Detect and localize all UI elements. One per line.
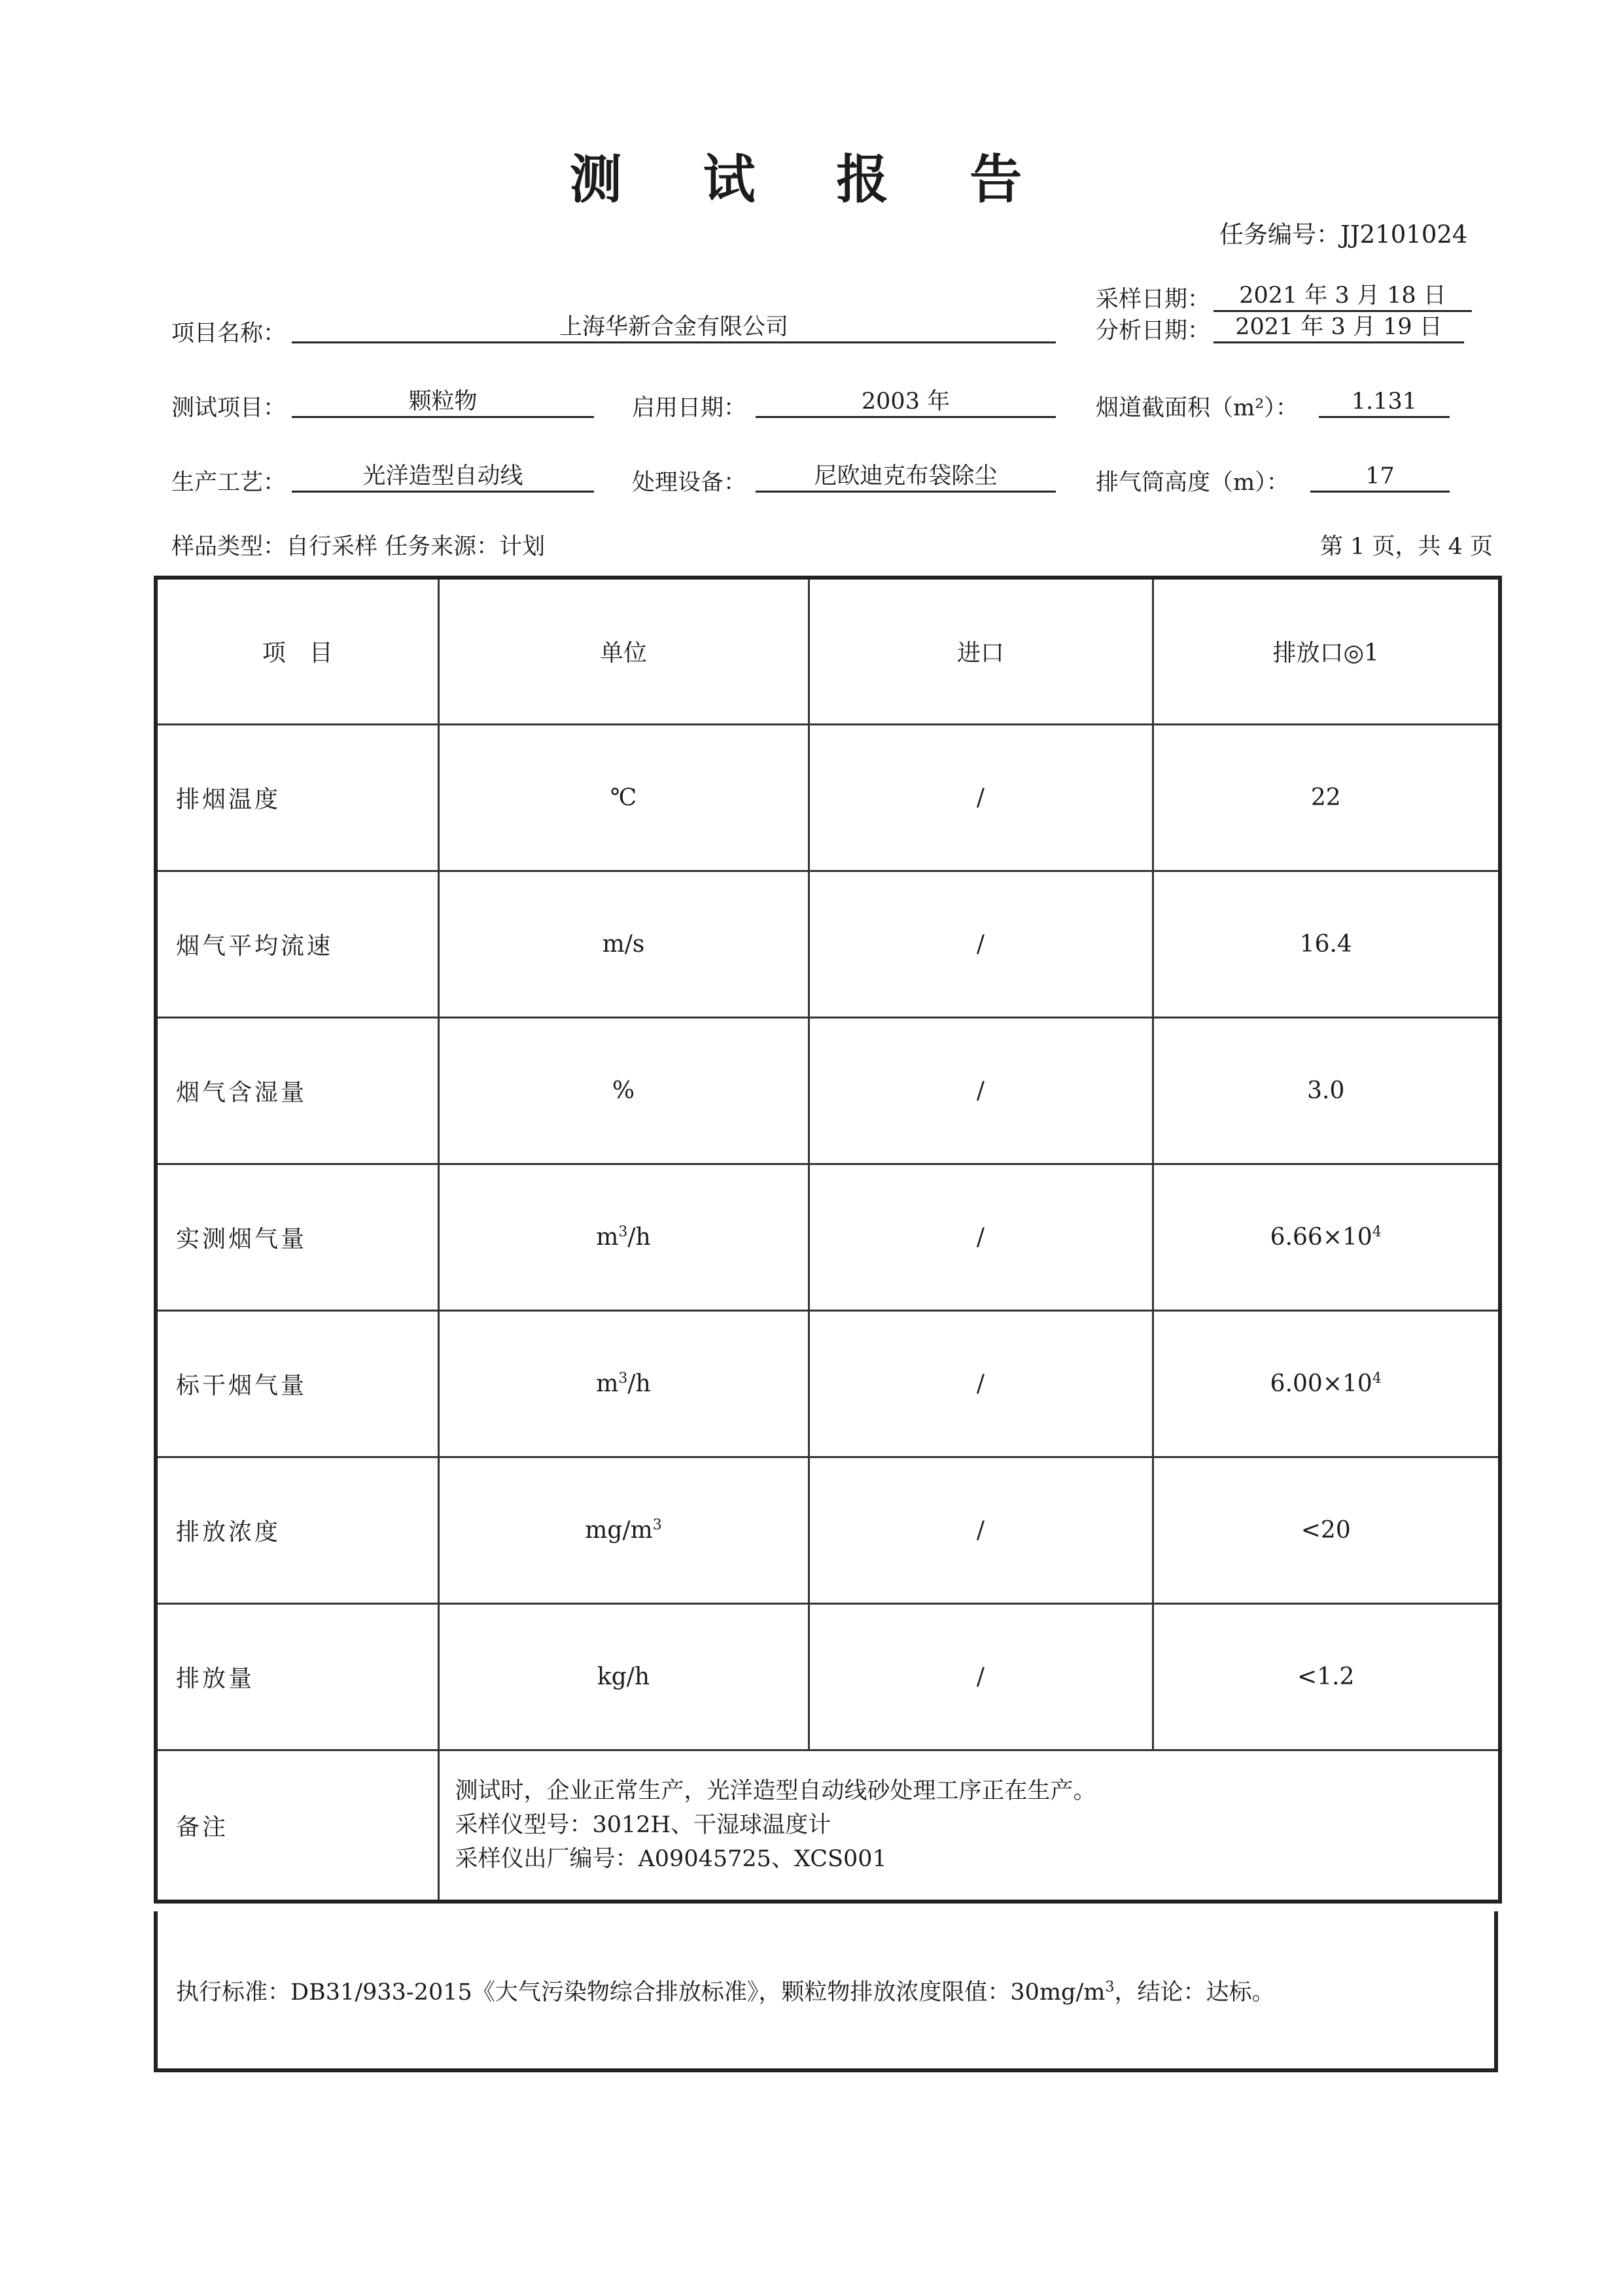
remark-line: 采样仪型号：3012H、干湿球温度计 bbox=[455, 1812, 831, 1839]
row-outlet: $6.66\times 10^4$ bbox=[1153, 1164, 1500, 1310]
remark-line: 测试时，企业正常生产，光洋造型自动线砂处理工序正在生产。 bbox=[455, 1778, 1096, 1805]
row-item: 烟气含湿量 bbox=[156, 1017, 438, 1164]
table-row bbox=[156, 1017, 1500, 1164]
table-row bbox=[156, 1310, 1500, 1457]
start-date-value: 2003 年 bbox=[756, 387, 1056, 418]
process-value: 光洋造型自动线 bbox=[292, 462, 594, 493]
test-item-label: 测试项目： bbox=[171, 395, 287, 421]
header-inlet: 进口 bbox=[809, 578, 1153, 724]
row-unit: m/s bbox=[438, 871, 809, 1017]
sampling-date-value: 2021 年 3 月 18 日 bbox=[1213, 281, 1472, 312]
table-row bbox=[156, 871, 1500, 1017]
header-outlet: 排放口◎1 bbox=[1153, 578, 1500, 724]
row-inlet: / bbox=[809, 1164, 1153, 1310]
table-row bbox=[156, 1457, 1500, 1603]
header-item: 项 目 bbox=[156, 578, 438, 724]
row-outlet: 22 bbox=[1153, 724, 1500, 871]
row-unit: $m^3/h$ bbox=[438, 1164, 809, 1310]
stack-height-label: 排气筒高度（m）： bbox=[1096, 470, 1289, 496]
row-inlet: / bbox=[809, 724, 1153, 871]
flue-area-value: 1.131 bbox=[1319, 387, 1450, 418]
table-row bbox=[156, 1164, 1500, 1310]
task-number: 任务编号：JJ2101024 bbox=[1219, 220, 1468, 249]
remarks-row bbox=[156, 1750, 1500, 1902]
start-date-label: 启用日期： bbox=[632, 395, 747, 421]
row-outlet: <1.2 bbox=[1153, 1603, 1500, 1750]
table-header-row bbox=[156, 578, 1500, 724]
test-item-value: 颗粒物 bbox=[292, 387, 594, 418]
table-row bbox=[156, 1603, 1500, 1750]
sample-type-line: 样品类型：自行采样 任务来源：计划 bbox=[171, 534, 546, 560]
row-item: 排烟温度 bbox=[156, 724, 438, 871]
row-item: 排放量 bbox=[156, 1603, 438, 1750]
equipment-value: 尼欧迪克布袋除尘 bbox=[756, 462, 1056, 493]
row-unit: % bbox=[438, 1017, 809, 1164]
row-outlet: 3.0 bbox=[1153, 1017, 1500, 1164]
row-outlet: 16.4 bbox=[1153, 871, 1500, 1017]
row-item: 排放浓度 bbox=[156, 1457, 438, 1603]
row-unit: $mg/m^3$ bbox=[438, 1457, 809, 1603]
sampling-date-label: 采样日期： bbox=[1096, 287, 1211, 313]
process-label: 生产工艺： bbox=[171, 470, 287, 496]
remarks-label: 备注 bbox=[156, 1750, 438, 1902]
flue-area-label: 烟道截面积（m²）： bbox=[1096, 395, 1299, 421]
standard-text: 执行标准：DB31/933-2015《大气污染物综合排放标准》，颗粒物排放浓度限值：$30mg/m^3$，结论：达标。 bbox=[176, 1979, 1275, 2006]
page-info: 第 1 页，共 4 页 bbox=[1320, 534, 1493, 560]
report-title: 测 试 报 告 bbox=[569, 149, 1054, 210]
analysis-date-label: 分析日期： bbox=[1096, 318, 1211, 344]
result-table bbox=[154, 576, 1502, 1904]
row-inlet: / bbox=[809, 1017, 1153, 1164]
row-inlet: / bbox=[809, 871, 1153, 1017]
project-name-label: 项目名称： bbox=[171, 321, 287, 347]
standard-box bbox=[154, 1911, 1498, 2072]
row-inlet: / bbox=[809, 1310, 1153, 1457]
row-item: 烟气平均流速 bbox=[156, 871, 438, 1017]
row-unit: ℃ bbox=[438, 724, 809, 871]
row-outlet: $6.00\times 10^4$ bbox=[1153, 1310, 1500, 1457]
equipment-label: 处理设备： bbox=[632, 470, 747, 496]
analysis-date-value: 2021 年 3 月 19 日 bbox=[1213, 313, 1464, 343]
header-unit: 单位 bbox=[438, 578, 809, 724]
row-unit: $m^3/h$ bbox=[438, 1310, 809, 1457]
stack-height-value: 17 bbox=[1310, 462, 1450, 493]
row-inlet: / bbox=[809, 1457, 1153, 1603]
remarks-content bbox=[438, 1750, 1500, 1902]
row-inlet: / bbox=[809, 1603, 1153, 1750]
row-item: 标干烟气量 bbox=[156, 1310, 438, 1457]
row-unit: kg/h bbox=[438, 1603, 809, 1750]
project-name-value: 上海华新合金有限公司 bbox=[292, 313, 1056, 343]
row-item: 实测烟气量 bbox=[156, 1164, 438, 1310]
remark-line: 采样仪出厂编号：A09045725、XCS001 bbox=[455, 1846, 887, 1873]
table-row bbox=[156, 724, 1500, 871]
row-outlet: <20 bbox=[1153, 1457, 1500, 1603]
